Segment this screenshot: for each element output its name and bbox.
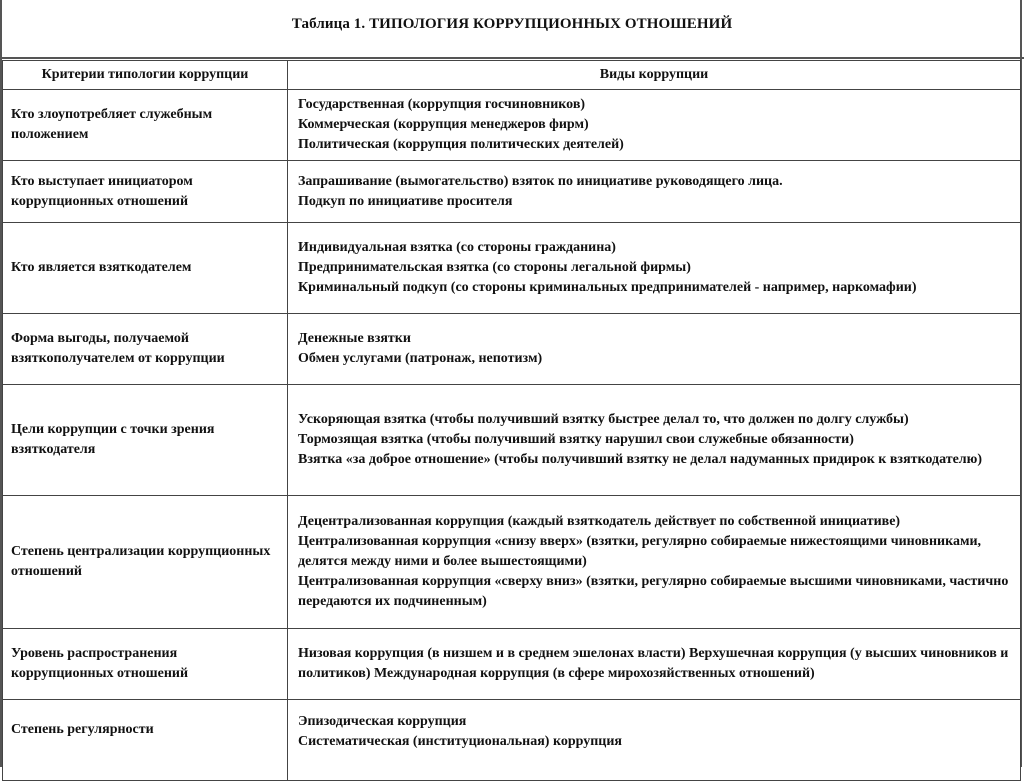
kind-item: Государственная (коррупция госчиновников) [298, 97, 586, 112]
criterion-cell: Степень регулярности [3, 700, 288, 781]
criterion-cell: Кто является взяткодателем [3, 223, 288, 314]
kind-item: Криминальный подкуп (со стороны криминальных предпринимателей - например, наркомафии) [298, 280, 917, 295]
criterion-cell: Уровень распространения коррупционных отношений [3, 629, 288, 700]
kind-item: Запрашивание (вымогательство) взяток по инициативе руководящего лица. [298, 173, 783, 189]
kinds-cell [288, 629, 1021, 700]
table-row [3, 161, 1021, 223]
kind-item: Индивидуальная взятка (со стороны гражданина) [298, 240, 616, 255]
kinds-cell [288, 496, 1021, 629]
kind-item: Коммерческая (коррупция менеджеров фирм) [298, 117, 589, 132]
typology-table [2, 60, 1021, 781]
kind-item: Тормозящая взятка (чтобы получивший взятку нарушил свои служебные обязанности) [298, 432, 854, 447]
table-row [3, 629, 1021, 700]
criteria-column-header: Критерии типологии коррупции [3, 61, 288, 90]
kind-item: Эпизодическая коррупция [298, 714, 467, 729]
criterion-cell: Кто выступает инициатором коррупционных отношений [3, 161, 288, 223]
table-header-row [3, 61, 1021, 90]
title-divider [0, 57, 1024, 59]
kinds-cell [288, 314, 1021, 385]
kind-item: Децентрализованная коррупция (каждый взяткодатель действует по собственной инициативе) [298, 514, 901, 529]
table-row [3, 314, 1021, 385]
kinds-cell [288, 223, 1021, 314]
kind-item: Ускоряющая взятка (чтобы получивший взятку быстрее делал то, что должен по долгу службы) [298, 412, 909, 427]
criterion-cell: Цели коррупции с точки зрения взяткодателя [3, 385, 288, 496]
table-row [3, 700, 1021, 781]
kinds-cell [288, 90, 1021, 161]
criterion-cell: Кто злоупотребляет служебным положением [3, 90, 288, 161]
table-row [3, 496, 1021, 629]
kind-item: Обмен услугами (патронаж, непотизм) [298, 351, 543, 366]
criterion-cell: Степень централизации коррупционных отношений [3, 496, 288, 629]
kind-item: Предпринимательская взятка (со стороны легальной фирмы) [298, 260, 691, 275]
kind-item: Централизованная коррупция «снизу вверх» (взятки, регулярно собираемые нижестоящими чиновниками, делятся между ними и более вышестоящими) [298, 534, 982, 569]
kind-item: Взятка «за доброе отношение» (чтобы получивший взятку не делал надуманных придирок к взяткодателю) [298, 452, 983, 467]
kind-item: Политическая (коррупция политических деятелей) [298, 137, 624, 152]
kind-item: Централизованная коррупция «сверху вниз» (взятки, регулярно собираемые высшими чиновниками, частично передаются их подчиненным) [298, 574, 1009, 609]
table-row [3, 90, 1021, 161]
kinds-column-header: Виды коррупции [288, 61, 1021, 90]
kind-item: Денежные взятки [298, 331, 411, 346]
kind-item: Низовая коррупция (в низшем и в среднем эшелонах власти) Верхушечная коррупция (у высших чиновников и политиков) Международная коррупция (в сфере мирохозяйственных отношений) [298, 646, 1009, 681]
table-row [3, 385, 1021, 496]
kinds-cell [288, 385, 1021, 496]
kinds-cell [288, 161, 1021, 223]
kind-item: Систематическая (институциональная) коррупция [298, 734, 622, 749]
kind-item: Подкуп по инициативе просителя [298, 193, 513, 209]
kinds-cell [288, 700, 1021, 781]
criterion-cell: Форма выгоды, получаемой взяткополучателем от коррупции [3, 314, 288, 385]
table-title: Таблица 1. ТИПОЛОГИЯ КОРРУПЦИОННЫХ ОТНОШЕНИЙ [291, 16, 733, 32]
table-row [3, 223, 1021, 314]
